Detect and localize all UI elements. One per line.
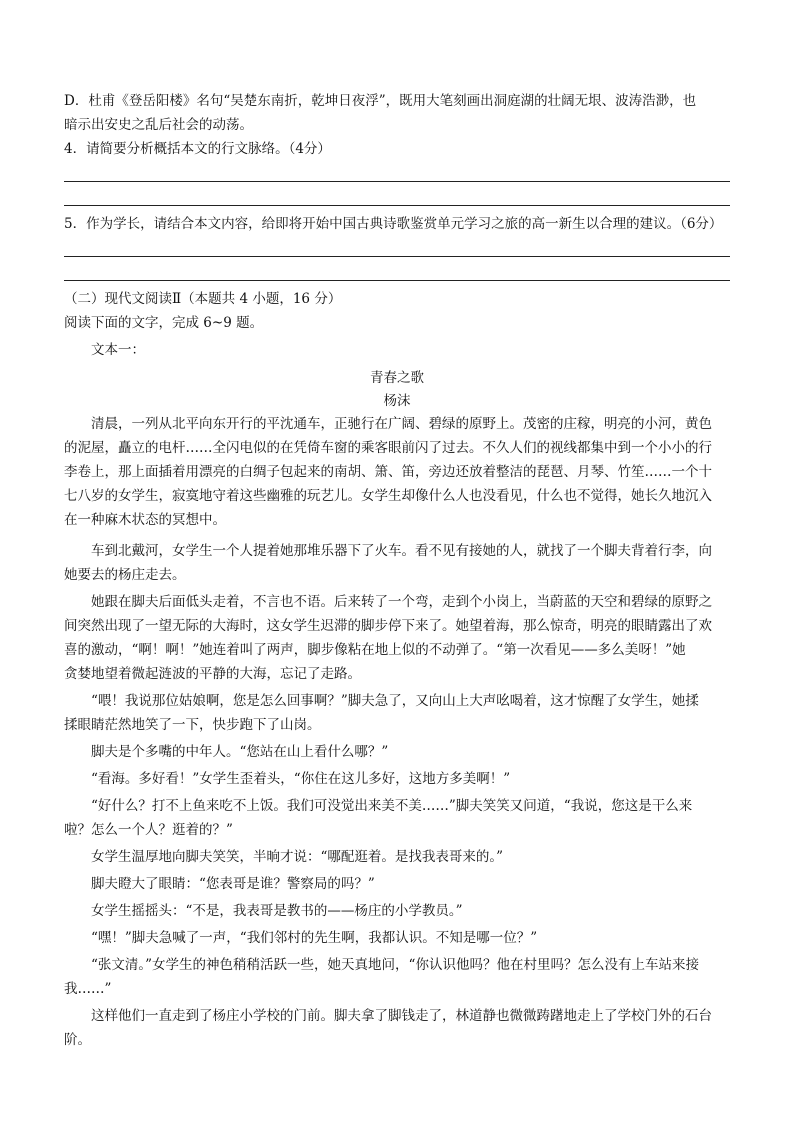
article-line: “嘿！”脚夫急喊了一声，“我们邻村的先生啊，我都认识。不知是哪一位？” bbox=[91, 930, 538, 946]
article-line: 这样他们一直走到了杨庄小学校的门前。脚夫拿了脚钱走了，林道静也微微踌躇地走上了学校门外的石台 bbox=[91, 1008, 712, 1024]
option-d-line-1: D．杜甫《登岳阳楼》名句“吴楚东南折，乾坤日夜浮”，既用大笔刻画出洞庭湖的壮阔无垠、波涛浩渺，也 bbox=[64, 93, 697, 109]
article-line: 脚夫瞪大了眼睛：“您表哥是谁？警察局的吗？” bbox=[91, 876, 375, 892]
article-line: 她跟在脚夫后面低头走着，不言也不语。后来转了一个弯，走到个小岗上，当蔚蓝的天空和碧绿的原野之 bbox=[91, 594, 712, 610]
article-line: 贪婪地望着微起涟波的平静的大海，忘记了走路。 bbox=[64, 666, 361, 682]
option-d-line-2: 暗示出安史之乱后社会的动荡。 bbox=[64, 117, 253, 133]
article-line: 李卷上，那上面插着用漂亮的白绸子包起来的南胡、箫、笛，旁边还放着整洁的琵琶、月琴、竹笙……一个十 bbox=[64, 464, 712, 480]
article-line: 七八岁的女学生，寂寞地守着这些幽雅的玩艺儿。女学生却像什么人也没看见，什么也不觉得，她长久地沉入 bbox=[64, 488, 712, 504]
article-line: 我……” bbox=[64, 981, 112, 997]
answer-line[interactable] bbox=[64, 205, 730, 206]
article-line: 啦？怎么一个人？逛着的？” bbox=[64, 822, 233, 838]
article-line: 喜的激动，“啊！啊！”她连着叫了两声，脚步像粘在地上似的不动弹了。“第一次看见——多么美呀！”她 bbox=[64, 642, 686, 658]
answer-line[interactable] bbox=[64, 280, 730, 281]
article-line: 揉眼睛茫然地笑了一下，快步跑下了山岗。 bbox=[64, 717, 321, 733]
article-line: “看海。多好看！”女学生歪着头，“你住在这儿多好，这地方多美啊！” bbox=[91, 771, 511, 787]
article-title: 青春之歌 bbox=[370, 370, 424, 386]
text-label: 文本一： bbox=[91, 342, 145, 358]
article-line: “喂！我说那位姑娘啊，您是怎么回事啊？”脚夫急了，又向山上大声吆喝着，这才惊醒了女学生，她揉 bbox=[91, 693, 699, 709]
article-line: 女学生温厚地向脚夫笑笑，半晌才说：“哪配逛着。是找我表哥来的。” bbox=[91, 849, 504, 865]
article-line: 的泥屋，矗立的电杆……全闪电似的在凭倚车窗的乘客眼前闪了过去。不久人们的视线都集中到一个小小的行 bbox=[64, 440, 712, 456]
section-heading: （二）现代文阅读Ⅱ（本题共 4 小题，16 分） bbox=[64, 291, 342, 307]
article-author: 杨沫 bbox=[383, 393, 411, 409]
article-line: “好什么？打不上鱼来吃不上饭。我们可没觉出来美不美……”脚夫笑笑又问道，“我说，您这是干么来 bbox=[91, 798, 693, 814]
article-line: 阶。 bbox=[64, 1032, 91, 1048]
article-line: 清晨，一列从北平向东开行的平沈通车，正驰行在广阔、碧绿的原野上。茂密的庄稼，明亮的小河，黄色 bbox=[91, 416, 712, 432]
answer-line[interactable] bbox=[64, 181, 730, 182]
article-line: 女学生摇摇头：“不是，我表哥是教书的——杨庄的小学教员。” bbox=[91, 903, 463, 919]
section-instruction: 阅读下面的文字，完成 6~9 题。 bbox=[64, 315, 264, 331]
article-line: “张文清。”女学生的神色稍稍活跃一些，她天真地问，“你认识他吗？他在村里吗？怎么没有上车站来接 bbox=[91, 957, 699, 973]
answer-line[interactable] bbox=[64, 256, 730, 257]
article-line: 她要去的杨庄走去。 bbox=[64, 567, 186, 583]
article-line: 车到北戴河，女学生一个人提着她那堆乐器下了火车。看不见有接她的人，就找了一个脚夫背着行李，向 bbox=[91, 543, 712, 559]
article-line: 脚夫是个多嘴的中年人。“您站在山上看什么哪？” bbox=[91, 744, 389, 760]
question-4: 4．请简要分析概括本文的行文脉络。（4分） bbox=[64, 141, 331, 157]
article-line: 在一种麻木状态的冥想中。 bbox=[64, 512, 226, 528]
question-5: 5．作为学长，请结合本文内容，给即将开始中国古典诗歌鉴赏单元学习之旅的高一新生以合理的建议。（6分） bbox=[64, 216, 723, 232]
article-line: 间突然出现了一望无际的大海时，这女学生迟滞的脚步停下来了。她望着海，那么惊奇，明亮的眼睛露出了欢 bbox=[64, 618, 712, 634]
